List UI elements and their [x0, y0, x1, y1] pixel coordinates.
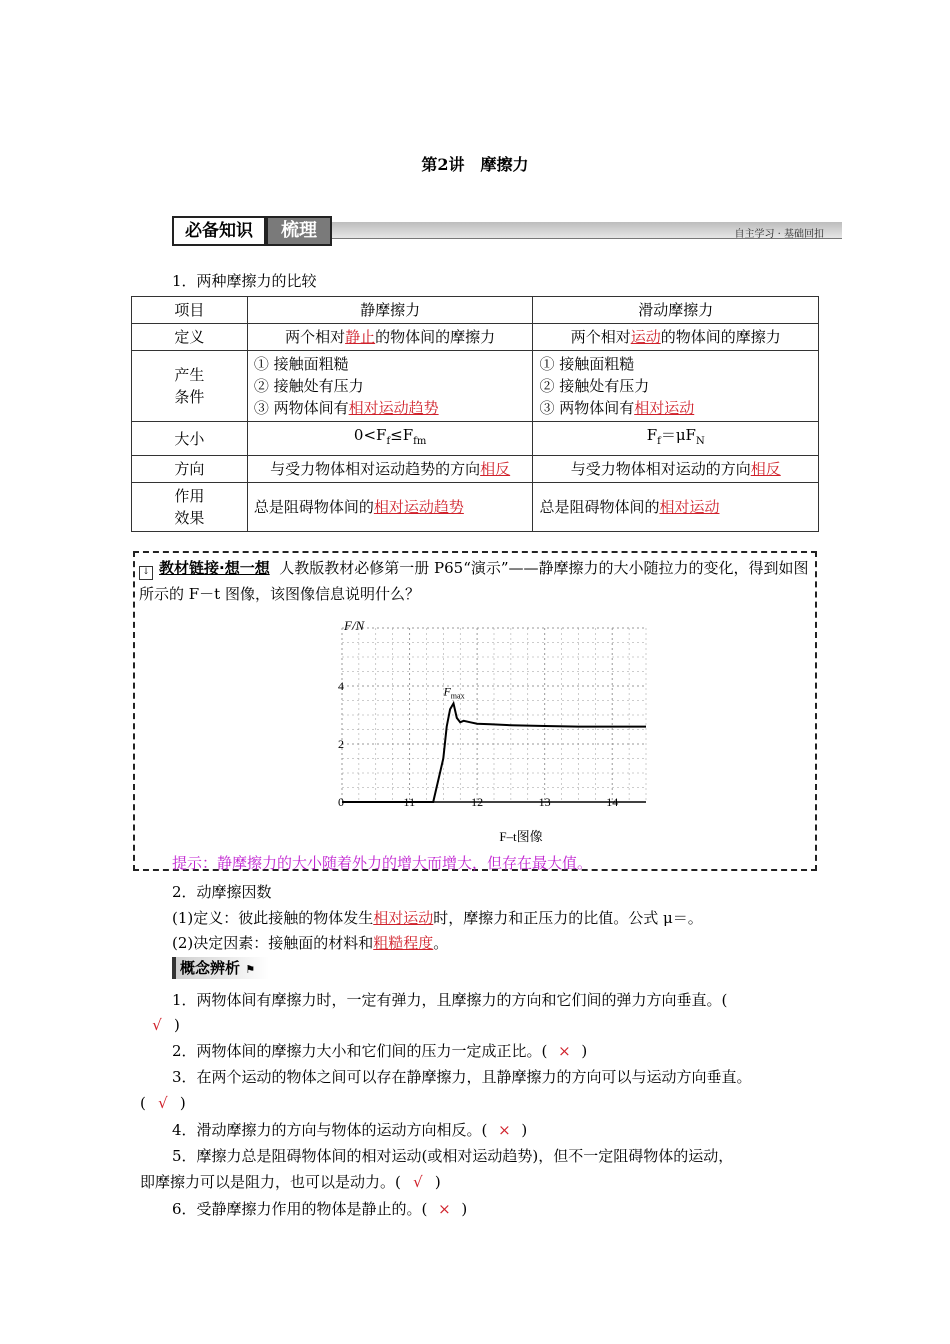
cell-text: 的物体间的摩擦力 — [375, 328, 496, 346]
concept-heading — [172, 957, 269, 979]
row-label — [132, 351, 248, 422]
fmax-annotation-sub: max — [450, 691, 465, 701]
hint-label: 提示： — [172, 854, 218, 872]
cell-line: ① 接触面粗糙 — [253, 355, 349, 373]
textbook-link-text — [139, 555, 811, 607]
formula-text: ≤F — [390, 426, 414, 444]
item-text: 即摩擦力可以是阻力，也可以是动力。( — [140, 1173, 401, 1191]
table-header-cell: 静摩擦力 — [247, 297, 533, 324]
line-text: (2)决定因素：接触面的材料和 — [172, 934, 374, 952]
answer-text: 相对运动趋势 — [373, 498, 464, 516]
cell-line: ② 接触处有压力 — [539, 377, 650, 395]
line-text: 时，摩擦力和正压力的比值。公式 μ＝。 — [433, 909, 703, 927]
section2-heading: 2．动摩擦因数 — [172, 883, 272, 901]
row-label: 方向 — [132, 456, 248, 483]
item-tail: ) — [179, 1094, 186, 1112]
table-cell — [247, 351, 533, 422]
chart-caption: F–t图像 — [499, 829, 543, 844]
item-tail: ) — [434, 1173, 441, 1191]
cell-text: 与受力物体相对运动趋势的方向 — [270, 460, 481, 478]
concept-item-6 — [172, 1198, 467, 1220]
cell-line — [254, 397, 527, 419]
row-label-line: 效果 — [174, 509, 205, 527]
fmax-annotation-main: F — [443, 684, 451, 699]
item-text: 5．摩擦力总是阻碍物体间的相对运动(或相对运动趋势)，但不一定阻碍物体的运动， — [172, 1147, 734, 1165]
table-cell — [533, 422, 819, 456]
table-row — [132, 483, 819, 532]
item-tail: ) — [581, 1042, 588, 1060]
y-axis-label: F/N — [344, 618, 365, 633]
page-title: 第2讲 摩擦力 — [421, 155, 529, 174]
cross-mark: × — [498, 1121, 511, 1139]
item-text: 2．两物体间的摩擦力大小和它们间的压力一定成正比。( — [172, 1042, 548, 1060]
concept-item-1-answer — [140, 1014, 180, 1036]
cross-mark: × — [438, 1200, 451, 1218]
check-mark: √ — [158, 1094, 168, 1112]
formula-sub: f — [657, 436, 661, 447]
banner-label-2: 梳理 — [266, 216, 332, 246]
x-tick-label: 13 — [538, 795, 551, 809]
row-label-line: 条件 — [174, 388, 205, 406]
answer-text: 相对运动 — [634, 399, 695, 417]
cell-text: 两个相对 — [285, 328, 346, 346]
item-text: ( — [140, 1094, 146, 1112]
chart-grid — [342, 628, 646, 802]
banner-tag: 自主学习 · 基础回扣 — [734, 229, 824, 240]
answer-text: 粗糙程度 — [373, 934, 434, 952]
row-label: 定义 — [132, 324, 248, 351]
flag-icon: ⚑ — [245, 963, 256, 976]
table-row — [132, 297, 819, 324]
concept-item-4 — [172, 1119, 527, 1141]
item-text: 6．受静摩擦力作用的物体是静止的。( — [172, 1200, 428, 1218]
download-icon: ↓ — [139, 566, 153, 580]
item-tail: ) — [461, 1200, 468, 1218]
box-question: 人教版教材必修第一册 P65“演示”——静摩擦力的大小随拉力的变化，得到如图所示的 F－t 图像，该图像信息说明什么？ — [139, 559, 809, 603]
table-row — [132, 351, 819, 422]
factor-line — [172, 932, 448, 954]
y-tick-label: 4 — [338, 679, 344, 693]
formula-sub: fm — [413, 436, 427, 447]
item-tail: ) — [174, 1016, 180, 1034]
hint-text: 静摩擦力的大小随着外力的增大而增大，但存在最大值。 — [217, 854, 593, 872]
x-tick-label: 12 — [471, 795, 484, 809]
check-mark: √ — [152, 1016, 162, 1034]
concept-item-1 — [172, 989, 727, 1011]
cell-text: 与受力物体相对运动的方向 — [570, 460, 751, 478]
table-cell — [247, 422, 533, 456]
item-text: 3．在两个运动的物体之间可以存在静摩擦力，且静摩擦力的方向可以与运动方向垂直。 — [172, 1068, 752, 1086]
table-cell — [533, 456, 819, 483]
row-label-line: 作用 — [174, 487, 205, 505]
table-row — [132, 422, 819, 456]
concept-item-5 — [172, 1145, 733, 1167]
item-text: 1．两物体间有摩擦力时，一定有弹力，且摩擦力的方向和它们间的弹力方向垂直。( — [172, 991, 728, 1009]
row-label: 大小 — [132, 422, 248, 456]
cell-text: 总是阻碍物体间的 — [253, 498, 374, 516]
answer-text: 静止 — [345, 328, 376, 346]
item-text: 4．滑动摩擦力的方向与物体的运动方向相反。( — [172, 1121, 488, 1139]
table-header-cell: 滑动摩擦力 — [533, 297, 819, 324]
y-tick-label: 0 — [338, 795, 344, 809]
line-text: (1)定义：彼此接触的物体发生 — [172, 909, 374, 927]
cross-mark: × — [558, 1042, 571, 1060]
concept-item-5-answer — [140, 1171, 441, 1193]
y-tick-label: 2 — [338, 737, 344, 751]
x-tick-label: 14 — [606, 795, 619, 809]
cell-line: ① 接触面粗糙 — [539, 355, 635, 373]
cell-text: ③ 两物体间有 — [539, 399, 635, 417]
comparison-table — [131, 296, 819, 532]
table-header-cell: 项目 — [132, 297, 248, 324]
answer-text: 相反 — [750, 460, 781, 478]
concept-item-3-answer — [140, 1092, 186, 1114]
formula-text: 0<F — [353, 426, 387, 444]
cell-text: 总是阻碍物体间的 — [539, 498, 660, 516]
table-cell — [247, 456, 533, 483]
table-cell — [247, 324, 533, 351]
formula-sub: N — [695, 436, 705, 447]
formula-sub: f — [386, 436, 391, 447]
cell-text: 的物体间的摩擦力 — [660, 328, 781, 346]
cell-line — [539, 397, 812, 419]
concept-item-2 — [172, 1040, 587, 1062]
check-mark: √ — [413, 1173, 423, 1191]
banner-label-1: 必备知识 — [172, 216, 266, 246]
line-text: 。 — [433, 934, 449, 952]
x-tick-label: 11 — [403, 795, 416, 809]
fmax-annotation — [442, 684, 464, 700]
table-row — [132, 324, 819, 351]
cell-text: 两个相对 — [570, 328, 631, 346]
table-cell — [247, 483, 533, 532]
answer-text: 相反 — [480, 460, 511, 478]
row-label — [132, 483, 248, 532]
answer-text: 相对运动 — [659, 498, 720, 516]
cell-line: ② 接触处有压力 — [253, 377, 364, 395]
formula-text: F — [646, 426, 658, 444]
table-row — [132, 456, 819, 483]
f-t-chart — [336, 612, 656, 848]
table-cell — [533, 324, 819, 351]
answer-text: 运动 — [630, 328, 661, 346]
answer-text: 相对运动趋势 — [348, 399, 439, 417]
table-cell — [533, 483, 819, 532]
formula-text: ＝μF — [660, 426, 696, 444]
concept-label: 概念辨析 — [180, 959, 241, 977]
section1-heading: 1．两种摩擦力的比较 — [172, 272, 317, 290]
row-label-line: 产生 — [174, 366, 205, 384]
section-banner — [172, 216, 842, 250]
hint — [172, 852, 592, 873]
cell-text: ③ 两物体间有 — [253, 399, 349, 417]
table-cell — [533, 351, 819, 422]
definition-line — [172, 907, 703, 929]
answer-text: 相对运动 — [373, 909, 434, 927]
item-tail: ) — [521, 1121, 528, 1139]
box-lead: 教材链接·想一想 — [159, 559, 270, 577]
concept-item-3 — [172, 1066, 752, 1088]
